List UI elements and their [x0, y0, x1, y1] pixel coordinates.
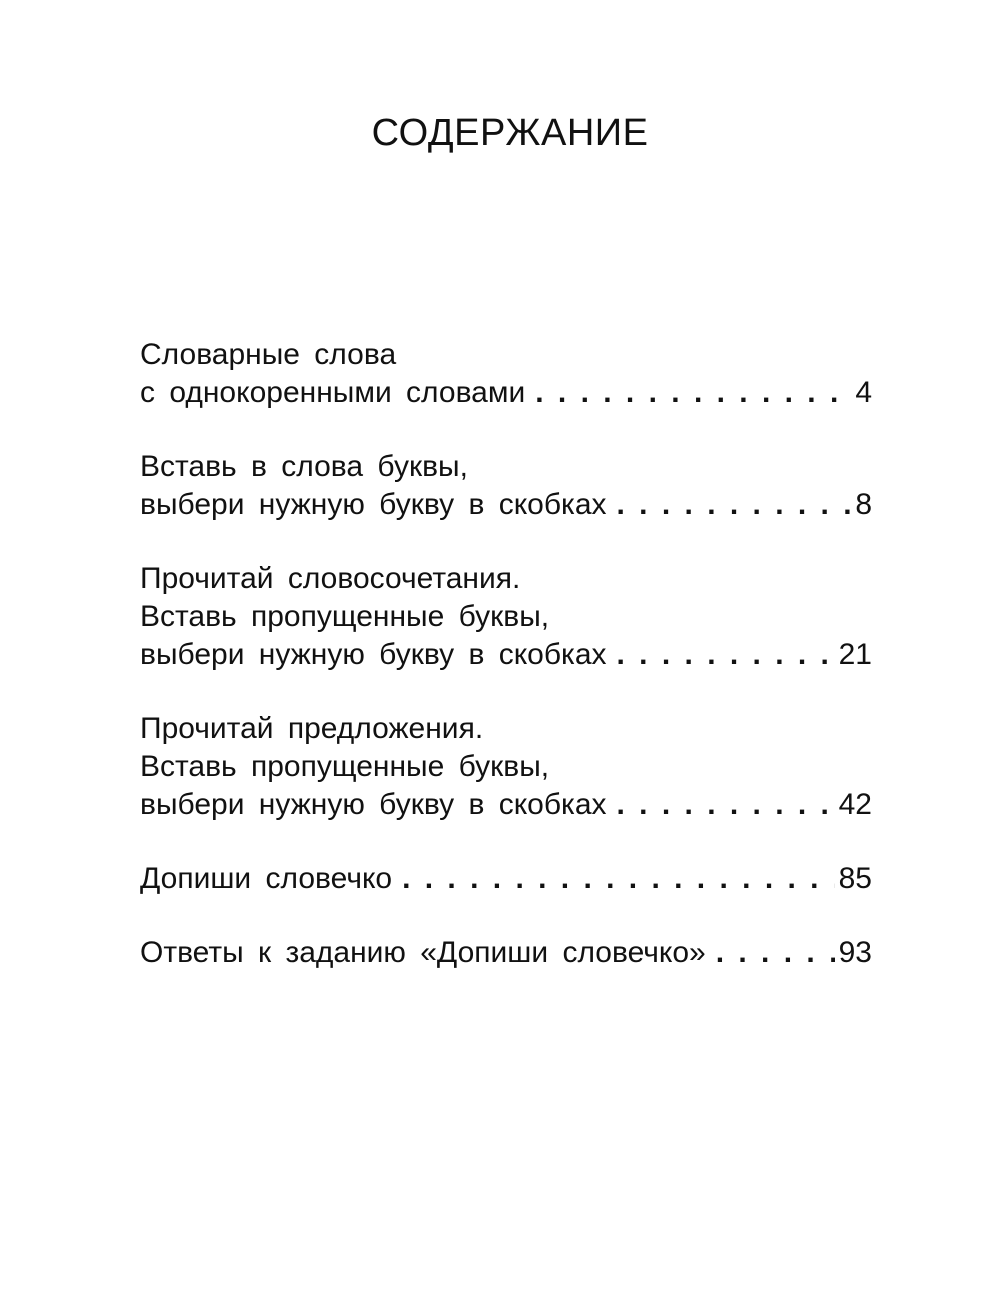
dot-leader: [617, 786, 835, 824]
toc-entry-line: Вставь пропущенные буквы,: [140, 750, 550, 783]
toc-entry-last-line: [140, 786, 872, 824]
toc-entry-4: [140, 710, 872, 824]
toc-entry-last-line: [140, 374, 872, 412]
toc-entry-text: выбери нужную букву в скобках: [140, 488, 607, 521]
toc-entry-3: [140, 560, 872, 674]
page-title: СОДЕРЖАНИЕ: [371, 112, 649, 154]
toc-entry-1: [140, 336, 872, 412]
toc-entry-line: Прочитай словосочетания.: [140, 562, 521, 595]
dot-leader: [716, 934, 835, 972]
dot-leader: [402, 860, 835, 898]
table-of-contents: [140, 336, 872, 972]
toc-entry-text: Ответы к заданию «Допиши словечко»: [140, 936, 706, 969]
toc-entry-text: выбери нужную букву в скобках: [140, 638, 607, 671]
toc-entry-text: выбери нужную букву в скобках: [140, 788, 607, 821]
toc-entry-line: Вставь пропущенные буквы,: [140, 600, 550, 633]
toc-entry-text: Допиши словечко: [140, 862, 393, 895]
toc-entry-last-line: [140, 934, 872, 972]
toc-entry-5: [140, 860, 872, 898]
toc-entry-line: Вставь в слова буквы,: [140, 450, 468, 483]
toc-entry-last-line: [140, 860, 872, 898]
toc-entry-2: [140, 448, 872, 524]
toc-entry-line: Словарные слова: [140, 338, 397, 371]
toc-entry-line: Прочитай предложения.: [140, 712, 484, 745]
page-number: 4: [855, 376, 872, 409]
dot-leader: [535, 374, 851, 412]
page-number: 42: [838, 788, 872, 821]
dot-leader: [617, 486, 852, 524]
toc-entry-text: с однокоренными словами: [140, 376, 526, 409]
page-number: 8: [855, 488, 872, 521]
page-number: 93: [838, 936, 872, 969]
dot-leader: [617, 636, 835, 674]
toc-entry-6: [140, 934, 872, 972]
page-number: 21: [838, 638, 872, 671]
page-number: 85: [838, 862, 872, 895]
toc-entry-last-line: [140, 486, 872, 524]
toc-entry-last-line: [140, 636, 872, 674]
